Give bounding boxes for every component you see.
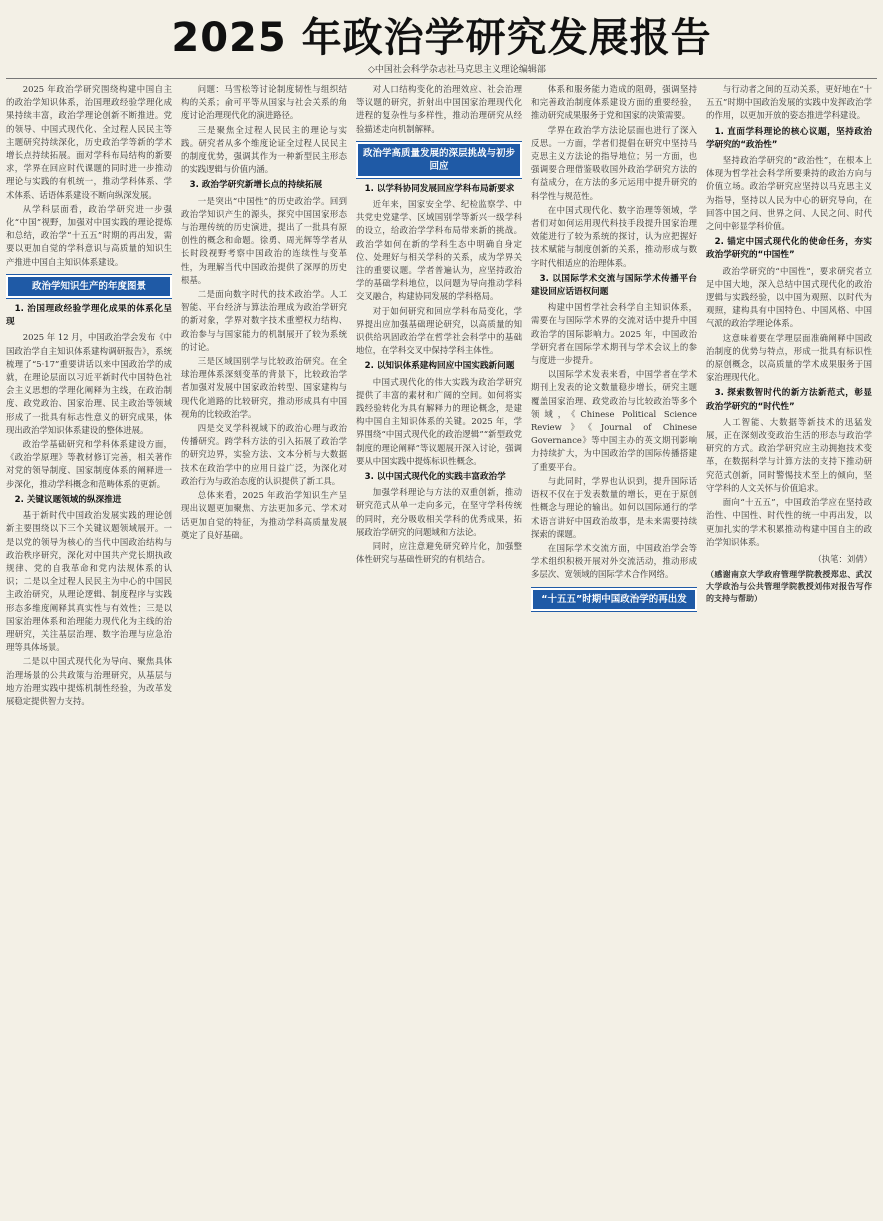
subheading: 1. 直面学科理论的核心议题，坚持政治学研究的“政治性” xyxy=(706,126,872,150)
section-heading-fifteenth-plan: “十五五”时期中国政治学的再出发 xyxy=(531,588,697,611)
paragraph: 四是交叉学科视域下的政治心理与政治传播研究。跨学科方法的引入拓展了政治学的研究边界，实验方法、文本分析与大数据技术在政治学中的应用日益广泛，为深化对政治行为与政治态度的认识提供了新工具。 xyxy=(181,423,347,486)
paragraph: 人工智能、大数据等新技术的迅猛发展，正在深刻改变政治生活的形态与政治学研究的方式。政治学研究应主动拥抱技术变革，在数据科学与计算方法的支持下推动研究范式创新，同时警惕技术至上的倾向，坚守学科的人文关怀与价值追求。 xyxy=(706,416,872,493)
acknowledgement-note: （感谢南京大学政府管理学院教授郑忠、武汉大学政治与公共管理学院教授刘伟对报告写作的支持与帮助） xyxy=(706,570,872,604)
author-credit: （执笔：刘倩） xyxy=(813,553,872,564)
byline: ◇中国社会科学杂志社马克思主义理论编辑部 xyxy=(368,65,546,75)
paragraph: 体系和服务能力造成的阻碍，强调坚持和完善政治制度体系建设方面的重要经验，推动研究成果服务于党和国家的决策需要。 xyxy=(531,84,697,121)
paragraph: 二是以中国式现代化为导向、聚焦具体治理场景的公共政策与治理研究，从基层与地方治理实践中提炼机制性经验，为改革发展稳定提供智力支持。 xyxy=(6,656,172,706)
subheading: 3. 以国际学术交流与国际学术传播平台建设回应话语权问题 xyxy=(531,273,697,298)
headline: 2025 年政治学研究发展报告 xyxy=(171,15,712,61)
article-columns xyxy=(6,83,877,1211)
paragraph: 一是突出“中国性”的历史政治学。回到政治学知识产生的源头，探究中国国家形态与治理传统的历史演进，提出了一批具有原创性的概念和命题。徐勇、周光辉等学者从长时段视野考察中国政治的连续性与变革性，为理解当代中国政治提供了深厚的历史根基。 xyxy=(181,195,347,285)
paragraph: 三是区域国别学与比较政治研究。在全球治理体系深刻变革的背景下，比较政治学者加强对发展中国家政治转型、国家建构与现代化道路的比较研究，推动形成具有中国视角的比较政治学。 xyxy=(181,356,347,419)
paragraph: 基于新时代中国政治发展实践的理论创新主要围绕以下三个关键议题领域展开。一是以党的领导为核心的当代中国政治结构与政治秩序研究，深化对中国共产党长期执政规律、党的自我革命和党内法规体系的认识；二是以全过程人民民主为中心的中国民主政治研究，从理论逻辑、制度程序与实践形态多维度阐释其真实性与有效性；三是以国家治理体系和治理能力现代化为主线的治理研究，关注基层治理、数字治理与应急治理等具体场景。 xyxy=(6,510,172,653)
column-5 xyxy=(706,83,872,1211)
paragraph: 在中国式现代化、数字治理等领域，学者们对如何运用现代科技手段提升国家治理效能进行了较为系统的探讨，认为应把握好技术赋能与制度创新的关系，推动形成与数字时代相适应的治理体系。 xyxy=(531,204,697,268)
paragraph: 对于如何研究和回应学科布局变化，学界提出应加强基础理论研究，以高质量的知识供给巩固政治学在哲学社会科学中的基础地位，在学科交叉中保持学科主体性。 xyxy=(356,305,522,356)
paragraph: 同时，应注意避免研究碎片化，加强整体性研究与基础性研究的有机结合。 xyxy=(356,541,522,565)
paragraph: 三是聚焦全过程人民民主的理论与实践。研究者从多个维度论证全过程人民民主的制度优势，强调其作为一种新型民主形态的实践逻辑与价值内涵。 xyxy=(181,124,347,175)
paragraph: 这意味着要在学理层面准确阐释中国政治制度的优势与特点，形成一批具有标识性的原创概念，以高质量的学术成果服务于国家治理现代化。 xyxy=(706,332,872,383)
header-divider xyxy=(6,78,877,79)
subheading: 3. 以中国式现代化的实践丰富政治学 xyxy=(364,472,506,483)
paragraph: 2025 年 12 月，中国政治学会发布《中国政治学自主知识体系建构调研报告》，系统梳理了“5·17”重要讲话以来中国政治学的成就，在理论层面以习近平新时代中国特色社会主义思想的学理化阐释为主线，在政治制度、政党政治、国家治理、民主政治等领域形成了一批具有标志性意义的研究成果，体现出政治学知识体系建设的整体进展。 xyxy=(6,332,172,435)
paragraph: 2025 年政治学研究围绕构建中国自主的政治学知识体系，治国理政经验学理化成果持续丰富，政治学理论创新不断推进。党的领导、中国式现代化、全过程人民民主等主题研究持续深化，历史政治学等新的学术增长点持续拓展。面对学科布局结构的新要求，学界在回应时代课题的同时进一步推动理论与实践的有机统一，推动学科体系、学术体系、话语体系建设不断向纵深发展。 xyxy=(6,84,172,200)
subheading: 2. 以知识体系建构回应中国实践新问题 xyxy=(364,361,515,372)
paragraph: 与此同时，学界也认识到，提升国际话语权不仅在于发表数量的增长，更在于原创性概念与理论的输出。如何以国际通行的学术语言讲好中国政治故事，是未来需要持续探索的课题。 xyxy=(531,475,697,539)
subheading: 1. 以学科协同发展回应学科布局新要求 xyxy=(364,183,515,194)
section-heading-annual-picture: 政治学知识生产的年度图景 xyxy=(6,275,172,298)
paragraph: 问题：马雪松等讨论制度韧性与组织结构的关系；俞可平等从国家与社会关系的角度讨论治理现代化的演进路径。 xyxy=(181,84,347,121)
paragraph: 坚持政治学研究的“政治性”，在根本上体现为哲学社会科学所要秉持的政治方向与价值立场。政治学研究应坚持以马克思主义为指导，坚持以人民为中心的研究导向，在回答中国之问、世界之问、人民之问、时代之问中彰显学科价值。 xyxy=(706,155,872,232)
paragraph: 政治学研究的“中国性”，要求研究者立足中国大地，深入总结中国式现代化的政治逻辑与实践经验，以中国为观照、以时代为观照，建构具有中国特色、中国风格、中国气派的政治学理论体系。 xyxy=(706,265,872,329)
paragraph: 总体来看，2025 年政治学知识生产呈现出议题更加聚焦、方法更加多元、学术对话更加自觉的特征，为推动学科高质量发展奠定了良好基础。 xyxy=(181,490,347,540)
paragraph: 构建中国哲学社会科学自主知识体系，需要在与国际学术界的交流对话中提升中国政治学的国际影响力。2025 年，中国政治学研究者在国际学术期刊与学术会议上的参与度进一步提升。 xyxy=(531,302,697,366)
paragraph: 加强学科理论与方法的双重创新，推动研究范式从单一走向多元，在坚守学科传统的同时，充分吸收相关学科的优秀成果，拓展政治学研究的问题域和方法论。 xyxy=(356,487,522,537)
subheading: 2. 锚定中国式现代化的使命任务，夯实政治学研究的“中国性” xyxy=(706,237,872,261)
paragraph: 学界在政治学方法论层面也进行了深入反思。一方面，学者们提倡在研究中坚持马克思主义方法论的指导地位；另一方面，也强调要合理借鉴吸收国外政治学研究方法的有益成分，在方法的多元运用中提升研究的科学性与规范性。 xyxy=(531,124,697,201)
paragraph: 中国式现代化的伟大实践为政治学研究提供了丰富的素材和广阔的空间。如何将实践经验转化为具有解释力的理论概念，是建构中国自主知识体系的关键。2025 年，学界围绕“中国式现代化的政治逻辑”“新型政党制度的理论阐释”等议题展开深入讨论，强调要从中国实践中提炼标识性概念。 xyxy=(356,376,522,466)
subheading: 3. 探索数智时代的新方法新范式，彰显政治学研究的“时代性” xyxy=(706,388,872,412)
column-2 xyxy=(181,83,347,1211)
column-4 xyxy=(531,83,697,1211)
subheading: 2. 关键议题领域的纵深推进 xyxy=(14,494,122,505)
paragraph: 政治学基础研究和学科体系建设方面，《政治学原理》等教材修订完善，相关著作对党的领导制度、国家制度体系的阐释进一步深化，推动学科概念和范畴体系的更新。 xyxy=(6,439,172,489)
paragraph: 在国际学术交流方面，中国政治学会等学术组织积极开展对外交流活动，推动形成多层次、宽领域的国际学术合作网络。 xyxy=(531,542,697,580)
subheading: 3. 政治学研究新增长点的持续拓展 xyxy=(189,180,323,191)
subheading: 1. 治国理政经验学理化成果的体系化呈现 xyxy=(6,304,172,328)
paragraph: 对人口结构变化的治理效应、社会治理等议题的研究，折射出中国国家治理现代化进程的复杂性与多样性，推动治理研究从经验描述走向机制解释。 xyxy=(356,84,522,134)
paragraph: 从学科层面看，政治学研究进一步强化“中国”视野，加强对中国实践的理论提炼和总结，政治学“十五五”时期的再出发，需要以更加自觉的学科意识与高质量的知识生产推进中国自主知识体系建设。 xyxy=(6,203,172,267)
paragraph: 与行动者之间的互动关系，更好地在“十五五”时期中国政治发展的实践中发挥政治学的作用，以更加开放的姿态推进学科建设。 xyxy=(706,84,872,121)
column-3 xyxy=(356,83,522,1211)
paragraph: 面向“十五五”，中国政治学应在坚持政治性、中国性、时代性的统一中再出发，以更加扎实的学术积累推动构建中国自主的政治学知识体系。 xyxy=(706,497,872,547)
paragraph: 二是面向数字时代的技术政治学。人工智能、平台经济与算法治理成为政治学研究的新对象，学界对数字技术重塑权力结构、政治参与与国家能力的机制展开了较为系统的讨论。 xyxy=(181,289,347,352)
paragraph: 以国际学术发表来看，中国学者在学术期刊上发表的论文数量稳步增长，研究主题覆盖国家治理、政党政治与比较政治等多个领域，《Chinese Political Science Review》《Journal of Chinese Governance》等中国主办的英文期刊影响力持续扩大，为中国政治学的国际传播搭建了重要平台。 xyxy=(531,369,697,472)
byline-row xyxy=(6,62,877,76)
section-heading-challenges: 政治学高质量发展的深层挑战与初步回应 xyxy=(356,142,522,178)
paragraph: 近年来，国家安全学、纪检监察学、中共党史党建学、区域国别学等新兴一级学科的设立，给政治学学科布局带来新的挑战。政治学如何在新的学科生态中明确自身定位、处理好与相关学科的关系，成为学界关注的重要议题。学者普遍认为，应坚持政治学的基础学科地位，以问题为导向推动学科交叉融合，构建协同发展的学科格局。 xyxy=(356,199,522,302)
column-1 xyxy=(6,83,172,1211)
